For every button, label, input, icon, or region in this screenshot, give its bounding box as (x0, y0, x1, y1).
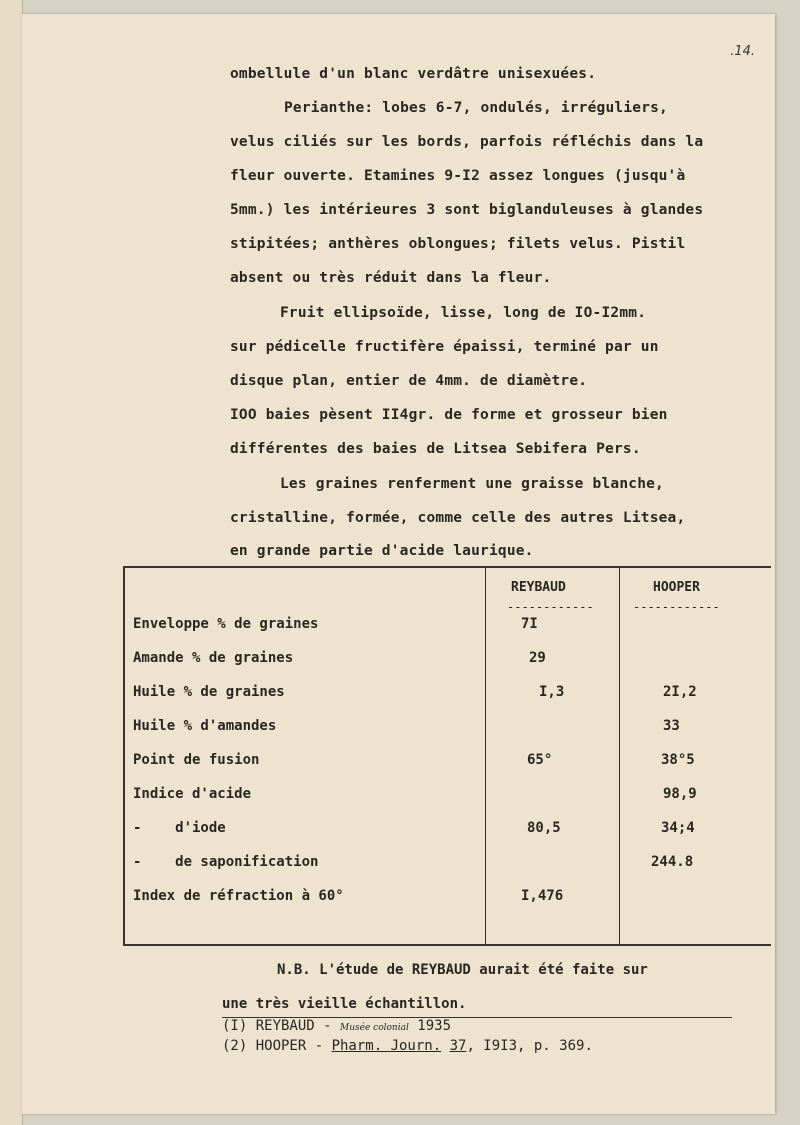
footnote-1 (222, 1018, 451, 1034)
reybaud-value: 7I (521, 616, 538, 632)
body-line: cristalline, formée, comme celle des autres Litsea, (230, 510, 686, 526)
page-number: .14. (730, 44, 755, 59)
body-line: Perianthe: lobes 6-7, ondulés, irréguliers, (284, 100, 668, 116)
adjacent-page-edge (0, 0, 23, 1125)
body-line: absent ou très réduit dans la fleur. (230, 270, 552, 286)
footnote-2-citation: , I9I3, p. 369. (466, 1038, 593, 1054)
body-line: différentes des baies de Litsea Sebifera Pers. (230, 441, 641, 457)
body-line: IOO baies pèsent II4gr. de forme et grosseur bien (230, 407, 668, 423)
reybaud-value: I,3 (539, 684, 565, 700)
hooper-value: 2I,2 (663, 684, 697, 700)
hooper-value: 244.8 (651, 854, 694, 870)
reybaud-value: 80,5 (527, 820, 561, 836)
row-label: Huile % d'amandes (133, 718, 277, 734)
body-line: en grande partie d'acide laurique. (230, 543, 534, 559)
hooper-value: 33 (663, 718, 680, 734)
body-line: fleur ouverte. Etamines 9-I2 assez longues (jusqu'à (230, 168, 686, 184)
row-label: Enveloppe % de graines (133, 616, 319, 632)
header-rule: ------------ (633, 600, 720, 614)
body-line: Les graines renferment une graisse blanche, (280, 476, 664, 492)
row-label: - de saponification (133, 854, 319, 870)
column-divider (619, 568, 620, 944)
note-line: N.B. L'étude de REYBAUD aurait été faite sur (277, 962, 648, 978)
body-line: stipitées; anthères oblongues; filets velus. Pistil (230, 236, 686, 252)
footnote-1-source: (I) REYBAUD - (222, 1018, 332, 1034)
document-page (22, 14, 775, 1114)
body-line: disque plan, entier de 4mm. de diamètre. (230, 373, 588, 389)
column-divider (485, 568, 486, 944)
footnote-2-journal: Pharm. Journ. (331, 1038, 442, 1054)
footnote-2-source: (2) HOOPER - (222, 1038, 332, 1054)
header-rule: ------------ (507, 600, 594, 614)
row-label: Point de fusion (133, 752, 260, 768)
footnote-2-volume: 37 (449, 1038, 467, 1054)
hooper-value: 38°5 (661, 752, 695, 768)
hooper-value: 34;4 (661, 820, 695, 836)
body-line: velus ciliés sur les bords, parfois réfléchis dans la (230, 134, 704, 150)
body-line: sur pédicelle fructifère épaissi, terminé par un (230, 339, 659, 355)
note-line: une très vieille échantillon. (222, 996, 467, 1012)
row-label: Amande % de graines (133, 650, 294, 666)
reybaud-value: I,476 (521, 888, 564, 904)
header-reybaud: REYBAUD (511, 580, 566, 595)
reybaud-value: 29 (529, 650, 546, 666)
body-line: 5mm.) les intérieures 3 sont biglanduleuses à glandes (230, 202, 704, 218)
reybaud-value: 65° (527, 752, 553, 768)
header-hooper: HOOPER (653, 580, 700, 595)
row-label: Huile % de graines (133, 684, 285, 700)
footnote-1-year: 1935 (417, 1018, 451, 1034)
footnote-2 (222, 1038, 593, 1054)
footnote-1-handwritten: Musée colonial (340, 1023, 409, 1033)
body-line: ombellule d'un blanc verdâtre unisexuées. (230, 66, 597, 82)
hooper-value: 98,9 (663, 786, 697, 802)
body-line: Fruit ellipsoïde, lisse, long de IO-I2mm. (280, 305, 647, 321)
data-table (123, 566, 771, 946)
row-label: Indice d'acide (133, 786, 252, 802)
row-label: - d'iode (133, 820, 226, 836)
row-label: Index de réfraction à 60° (133, 888, 344, 904)
